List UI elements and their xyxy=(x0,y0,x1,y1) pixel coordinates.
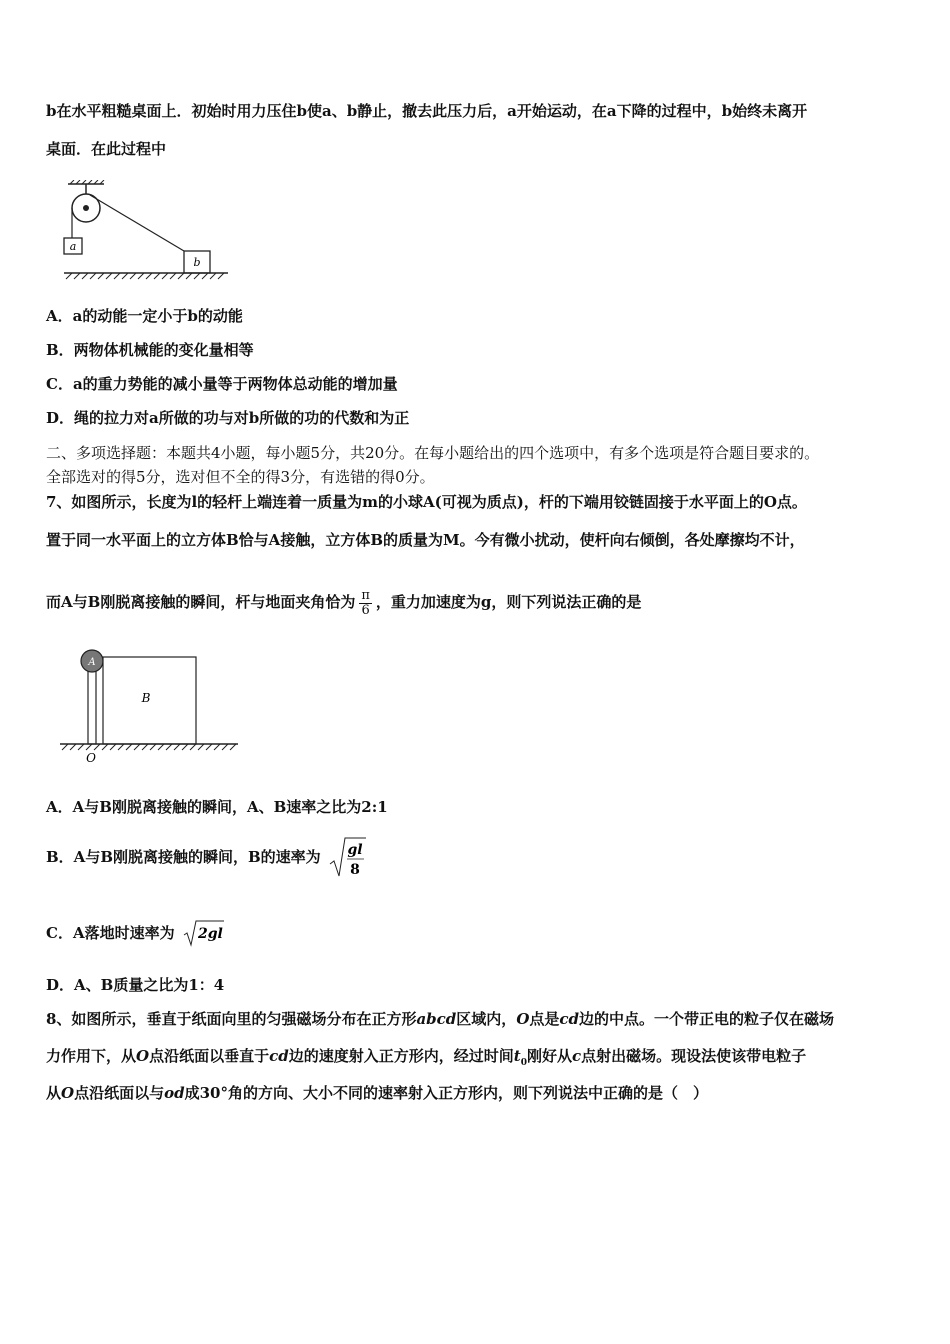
q8-stem-line1 xyxy=(46,1009,834,1029)
q8-math-abcd: abcd xyxy=(416,1010,457,1028)
q8-math-o: O xyxy=(136,1047,150,1065)
q8-text: 点沿纸面以垂直于 xyxy=(149,1047,270,1065)
sqrt-radicand: 2gl xyxy=(197,926,223,942)
q8-text: 成30°角的方向、大小不同的速率射入正方形内，则下列说法中正确的是（ ） xyxy=(184,1084,708,1102)
q8-math-o: O xyxy=(61,1084,75,1102)
pi-over-6-fraction xyxy=(359,589,372,618)
q7-option-a: A．A与B刚脱离接触的瞬间，A、B速率之比为2:1 xyxy=(46,798,388,816)
q8-stem-line2 xyxy=(46,1046,806,1073)
q6-stem-line1: b在水平粗糙桌面上．初始时用力压住b使a、b静止，撤去此压力后，a开始运动，在a下降的过程中，b始终未离开 xyxy=(46,102,808,120)
sqrt-gl-over-8-icon xyxy=(328,836,368,880)
block-b-label: b xyxy=(193,256,201,269)
sqrt-denominator: 8 xyxy=(350,862,360,878)
pivot-o-label: O xyxy=(86,751,96,765)
q6-stem-line2: 桌面．在此过程中 xyxy=(46,140,167,158)
q8-text: 力作用下，从 xyxy=(46,1047,137,1065)
q8-math-t0: t xyxy=(513,1047,521,1065)
q8-stem-line3 xyxy=(46,1083,708,1103)
section2-heading-line1: 二、多项选择题：本题共4小题，每小题5分，共20分。在每小题给出的四个选项中，有多个选项是符合题目要求的。 xyxy=(46,444,820,462)
fraction-numerator: π xyxy=(361,587,370,603)
q7-stem-line3-post: ，重力加速度为g，则下列说法正确的是 xyxy=(375,593,642,611)
q7-option-b xyxy=(46,836,368,880)
q7-stem-line3-pre: 而A与B刚脱离接触的瞬间，杆与地面夹角恰为 xyxy=(46,593,356,611)
q8-math-cd: cd xyxy=(559,1010,580,1028)
q6-option-c: C．a的重力势能的减小量等于两物体总动能的增加量 xyxy=(46,375,398,393)
block-a-label: a xyxy=(69,240,77,253)
section2-heading-line2: 全部选对的得5分，选对但不全的得3分，有选错的得0分。 xyxy=(46,468,435,486)
q7-rod-cube-figure xyxy=(56,640,246,770)
q8-math-c: c xyxy=(571,1047,582,1065)
q6-pulley-figure xyxy=(58,180,230,285)
fraction-denominator: 6 xyxy=(361,602,370,618)
q8-text: 点射出磁场。现设法使该带电粒子 xyxy=(581,1047,807,1065)
q8-text: 边的中点。一个带正电的粒子仅在磁场 xyxy=(579,1010,835,1028)
q7-option-c xyxy=(46,918,226,949)
q8-text: 区域内， xyxy=(456,1010,517,1028)
q8-math-cd: cd xyxy=(269,1047,289,1065)
q7-option-d: D．A、B质量之比为1：4 xyxy=(46,976,225,994)
q8-math-o: O xyxy=(516,1010,530,1028)
q7-option-c-text: C．A落地时速率为 xyxy=(46,924,175,942)
q8-math-od: od xyxy=(164,1084,185,1102)
q6-option-a: A．a的动能一定小于b的动能 xyxy=(46,307,243,325)
q8-text: 8、如图所示，垂直于纸面向里的匀强磁场分布在正方形 xyxy=(46,1010,417,1028)
q8-text: 边的速度射入正方形内，经过时间 xyxy=(288,1047,514,1065)
q7-stem-line1: 7、如图所示，长度为l的轻杆上端连着一质量为m的小球A(可视为质点)，杆的下端用铰链固接于水平面上的O点。 xyxy=(46,493,807,511)
sqrt-numerator: gl xyxy=(347,842,363,858)
q7-stem-line3 xyxy=(46,585,641,619)
q7-option-b-text: B．A与B刚脱离接触的瞬间，B的速率为 xyxy=(46,848,321,866)
q8-math-t0-sub: 0 xyxy=(520,1058,527,1068)
q6-option-b: B．两物体机械能的变化量相等 xyxy=(46,341,254,359)
q8-text: 点沿纸面以与 xyxy=(74,1084,165,1102)
ball-a-label: A xyxy=(88,657,96,668)
q6-option-d: D．绳的拉力对a所做的功与对b所做的功的代数和为正 xyxy=(46,409,410,427)
sqrt-2gl-icon xyxy=(182,919,226,949)
q8-text: 从 xyxy=(46,1084,62,1102)
q8-text: 刚好从 xyxy=(526,1047,572,1065)
q8-text: 点是 xyxy=(529,1010,560,1028)
cube-b-label: B xyxy=(141,691,151,705)
q7-stem-line2: 置于同一水平面上的立方体B恰与A接触，立方体B的质量为M。今有微小扰动，使杆向右倾倒，各处摩擦均不计， xyxy=(46,531,805,549)
